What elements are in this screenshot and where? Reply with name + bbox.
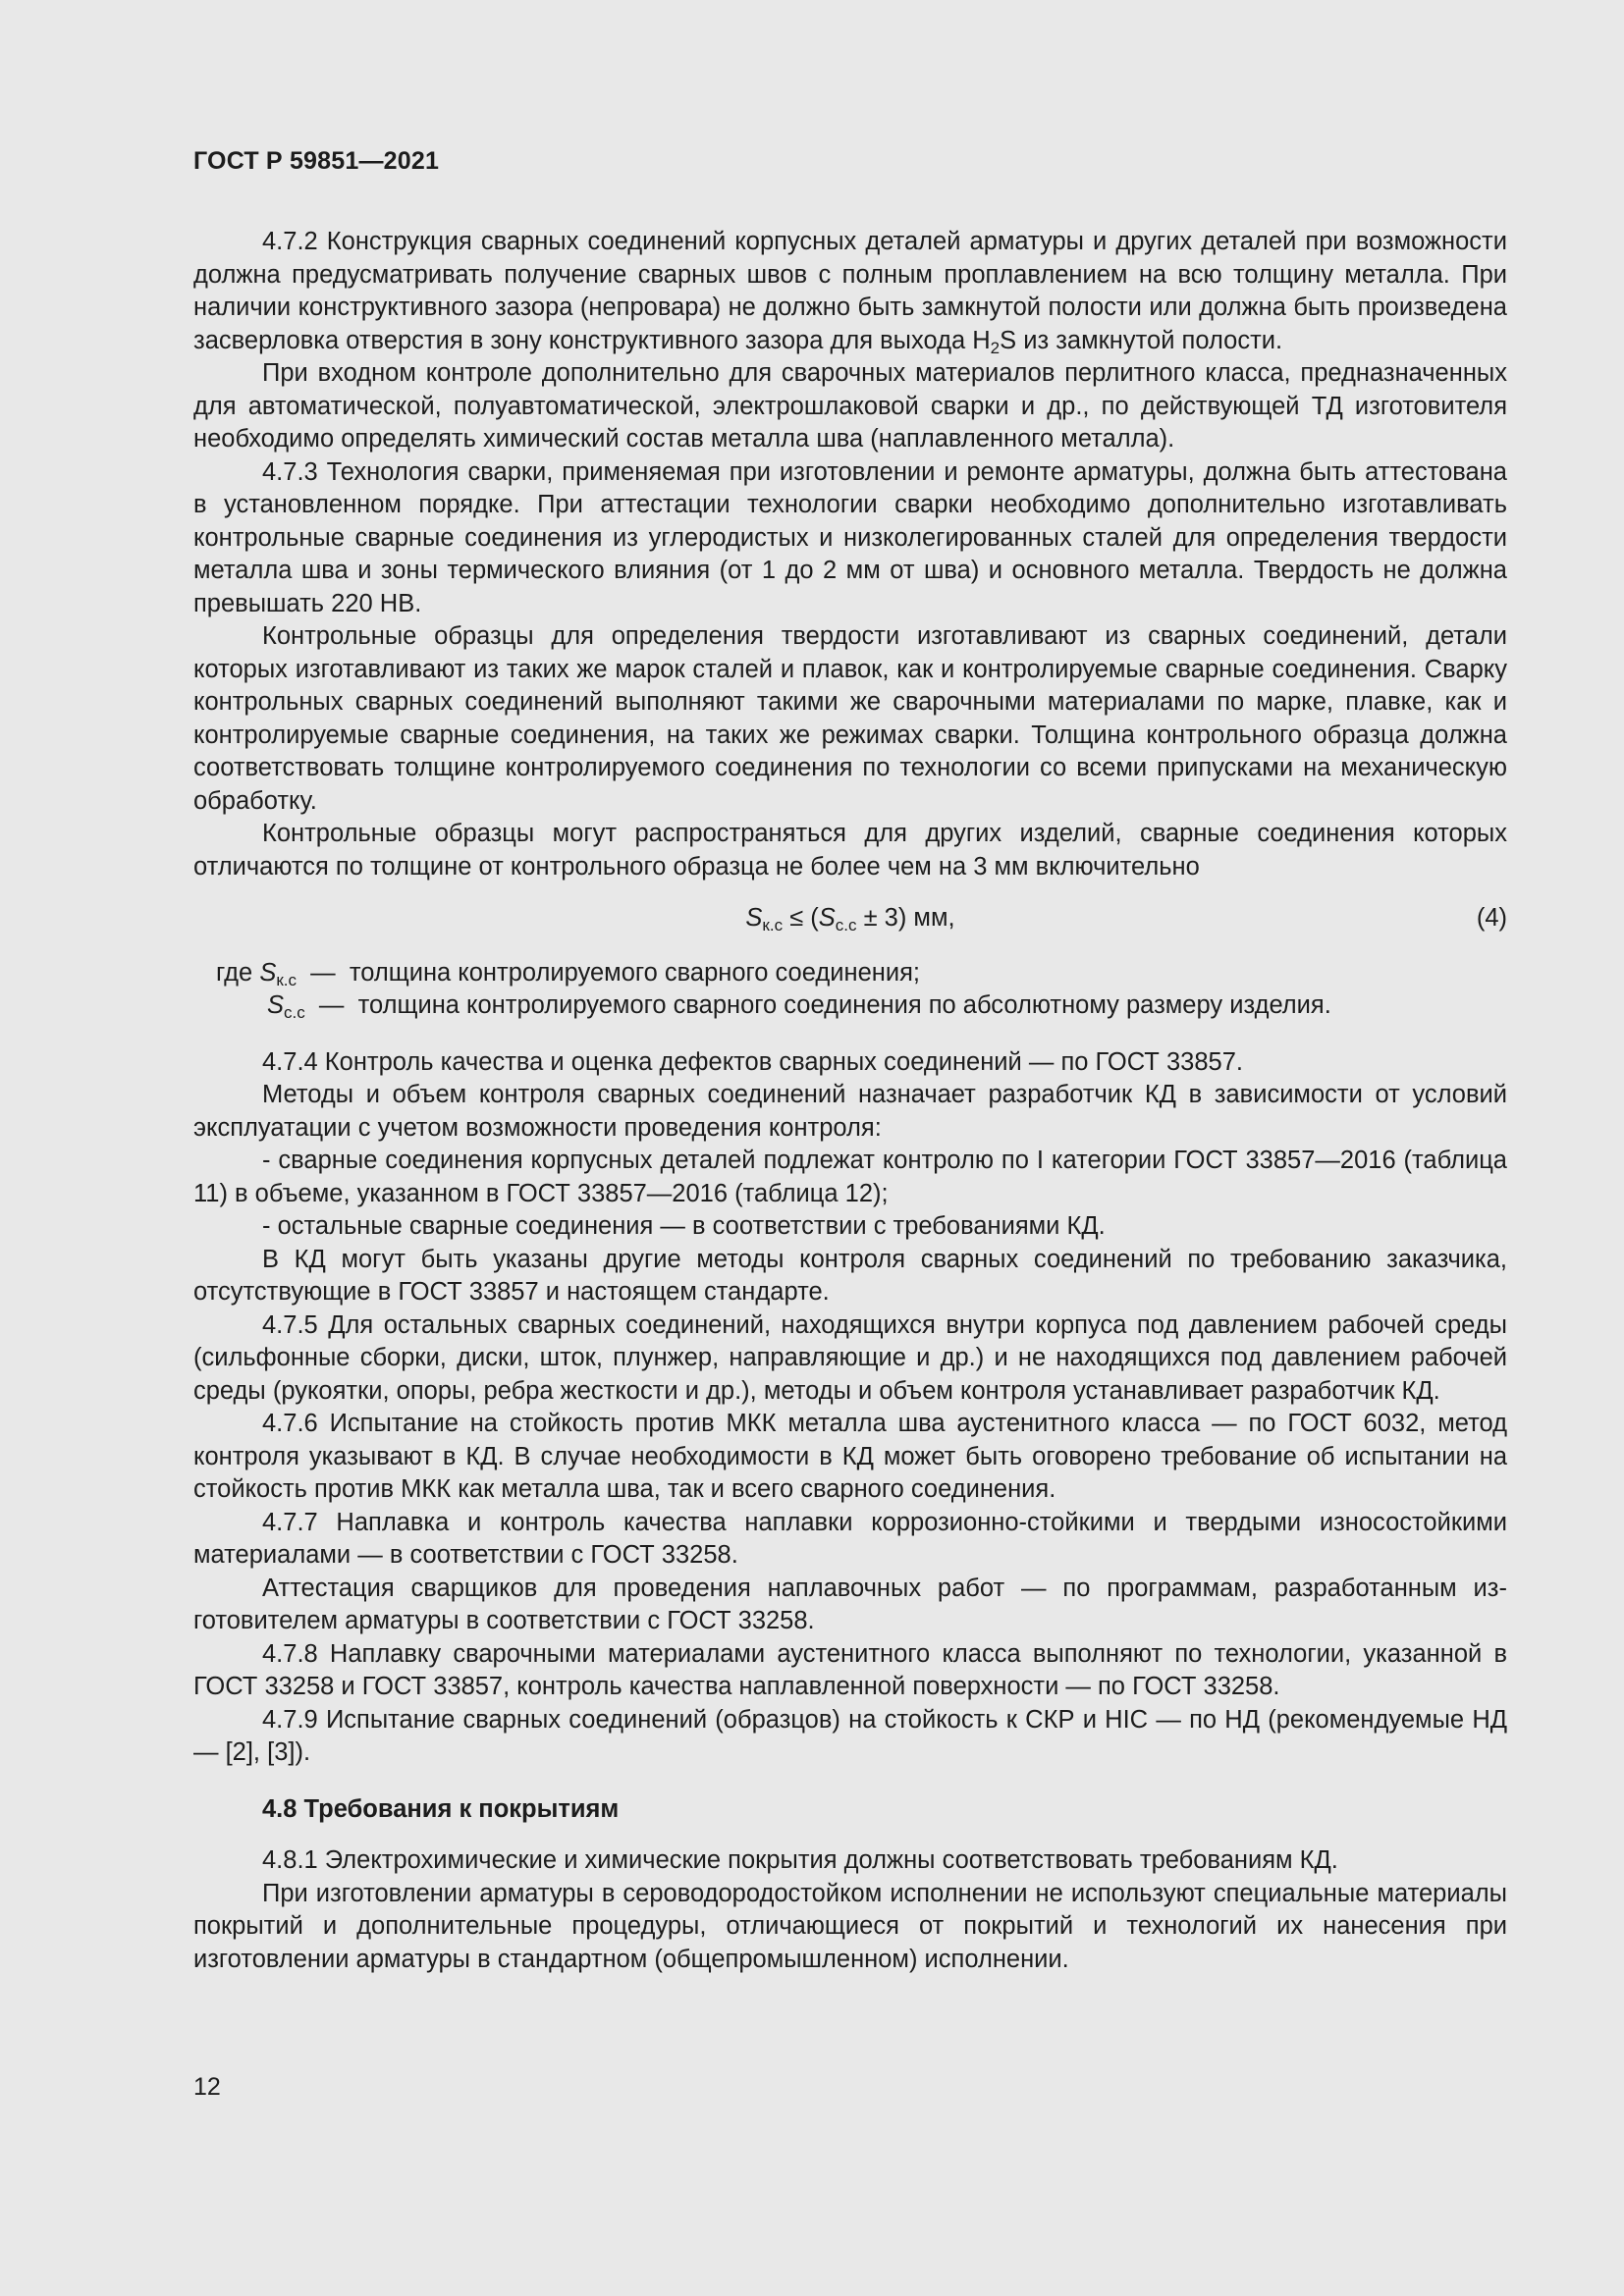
paragraph: Контрольные образцы для определения твердости изготавливают из сварных соединений, детали которых изготавливают из таких же марок сталей и плавок, как и контролируемые сварные соединения. Сварку контрольных сварных соединений выполняют такими же сварочными материалами по марке, плавке, как и контролируемые сварные соединения, на таких же режимах сварки. Толщина контрольного образца должна соответствовать толщине контролируемого соединения по технологии со всеми припусками на механическую обработку. (193, 622, 1507, 815)
paragraph: Контрольные образцы могут распространяться для других изделий, сварные соединения которых отличаются по толщине от контрольного образца не более чем на 3 мм включительно (193, 820, 1507, 881)
paragraph-4-7-5: 4.7.5 Для остальных сварных соединений, находящихся внутри корпуса под давлением рабочей среды (сильфонные сборки, диски, шток, плунжер, направляющие и др.) и не находящихся под давлением рабочей среды (рукоятки, опоры, ребра жесткости и др.), методы и объем контроля устанавливает разработчик КД. (193, 1310, 1507, 1405)
paragraph-text: S из замкнутой полости. (1000, 326, 1283, 354)
list-item: - остальные сварные соединения — в соответствии с требованиями КД. (262, 1212, 1106, 1240)
paragraph-4-7-7: 4.7.7 Наплавка и контроль качества наплавки коррозионно-стойкими и твердыми износостойкими материалами — в соответствии с ГОСТ 33258. (193, 1508, 1507, 1569)
formula-number: (4) (1476, 904, 1507, 932)
paragraph-4-7-9: 4.7.9 Испытание сварных соединений (образцов) на стойкость к СКР и HIC — по НД (рекомендуемые НД — [2], [3]). (193, 1705, 1507, 1766)
formula-legend-2: $S_{с.с}$ — толщина контролируемого сварного соединения по абсолютному размеру изделия. (267, 991, 1331, 1022)
document-header: ГОСТ Р 59851—2021 (193, 147, 440, 175)
paragraph: Аттестация сварщиков для проведения наплавочных работ — по программам, разработанным изготовителем арматуры в соответствии с ГОСТ 33258. (193, 1574, 1507, 1634)
paragraph-4-7-6: 4.7.6 Испытание на стойкость против МКК металла шва аустенитного класса — по ГОСТ 6032, метод контроля указывают в КД. В случае необходимости в КД может быть оговорено требование об испытании на стойкость против МКК как металла шва, так и всего сварного соединения. (193, 1410, 1507, 1503)
page-content (193, 226, 1507, 1976)
formula-expression: $S_{к.с} \le (S_{с.с} \pm 3)$ мм, (745, 904, 955, 934)
paragraph-4-7-2 (193, 226, 1507, 357)
section-heading-4-8: 4.8 Требования к покрытиям (262, 1794, 620, 1823)
list-item: - сварные соединения корпусных деталей подлежат контролю по I категории ГОСТ 33857—2016 (таблица 11) в объеме, указанном в ГОСТ 33857—2016 (таблица 12); (193, 1147, 1507, 1207)
formula-legend-1: где $S_{к.с}$ — толщина контролируемого сварного соединения; (216, 958, 920, 989)
paragraph-text: 4.7.2 Конструкция сварных соединений корпусных деталей арматуры и других деталей при возможности должна предусматривать получение сварных швов с полным проплавлением на всю толщину металла. При наличии конструктивного зазора (непровара) не должно быть замкнутой полости или должна быть произведена засверловка отверстия в зону конструктивного зазора для выхода H (193, 228, 1507, 354)
paragraph: При входном контроле дополнительно для сварочных материалов перлитного класса, предназначенных для автоматической, полуавтоматической, электрошлаковой сварки и др., по действующей ТД изготовителя необходимо определять химический состав металла шва (наплавленного металла). (193, 359, 1507, 453)
paragraph-4-7-8: 4.7.8 Наплавку сварочными материалами аустенитного класса выполняют по технологии, указанной в ГОСТ 33258 и ГОСТ 33857, контроль качества наплавленной поверхности — по ГОСТ 33258. (193, 1639, 1507, 1700)
paragraph: При изготовлении арматуры в сероводородостойком исполнении не используют специальные материалы покрытий и дополнительные процедуры, отличающиеся от покрытий и технологий их нанесения при изготовлении арматуры в стандартном (общепромышленном) исполнении. (193, 1879, 1507, 1973)
formula-4 (193, 902, 1507, 935)
subscript: 2 (990, 338, 1001, 357)
paragraph: Методы и объем контроля сварных соединений назначает разработчик КД в зависимости от условий эксплуатации с учетом возможности проведения контроля: (193, 1081, 1507, 1142)
page-number: 12 (193, 2073, 221, 2101)
paragraph-4-8-1: 4.8.1 Электрохимические и химические покрытия должны соответствовать требованиям КД. (262, 1846, 1338, 1874)
paragraph: В КД могут быть указаны другие методы контроля сварных соединений по требованию заказчика, отсутствующие в ГОСТ 33857 и настоящем стандарте. (193, 1245, 1507, 1306)
paragraph-4-7-4: 4.7.4 Контроль качества и оценка дефектов сварных соединений — по ГОСТ 33857. (262, 1047, 1243, 1076)
paragraph-4-7-3: 4.7.3 Технология сварки, применяемая при изготовлении и ремонте арматуры, должна быть аттестована в установленном порядке. При аттестации технологии сварки необходимо дополнительно изготавливать контрольные сварные соединения из углеродистых и низколегированных сталей для определения твердости металла шва и зоны термического влияния (от 1 до 2 мм от шва) и основного металла. Твердость не должна превышать 220 НВ. (193, 457, 1507, 617)
